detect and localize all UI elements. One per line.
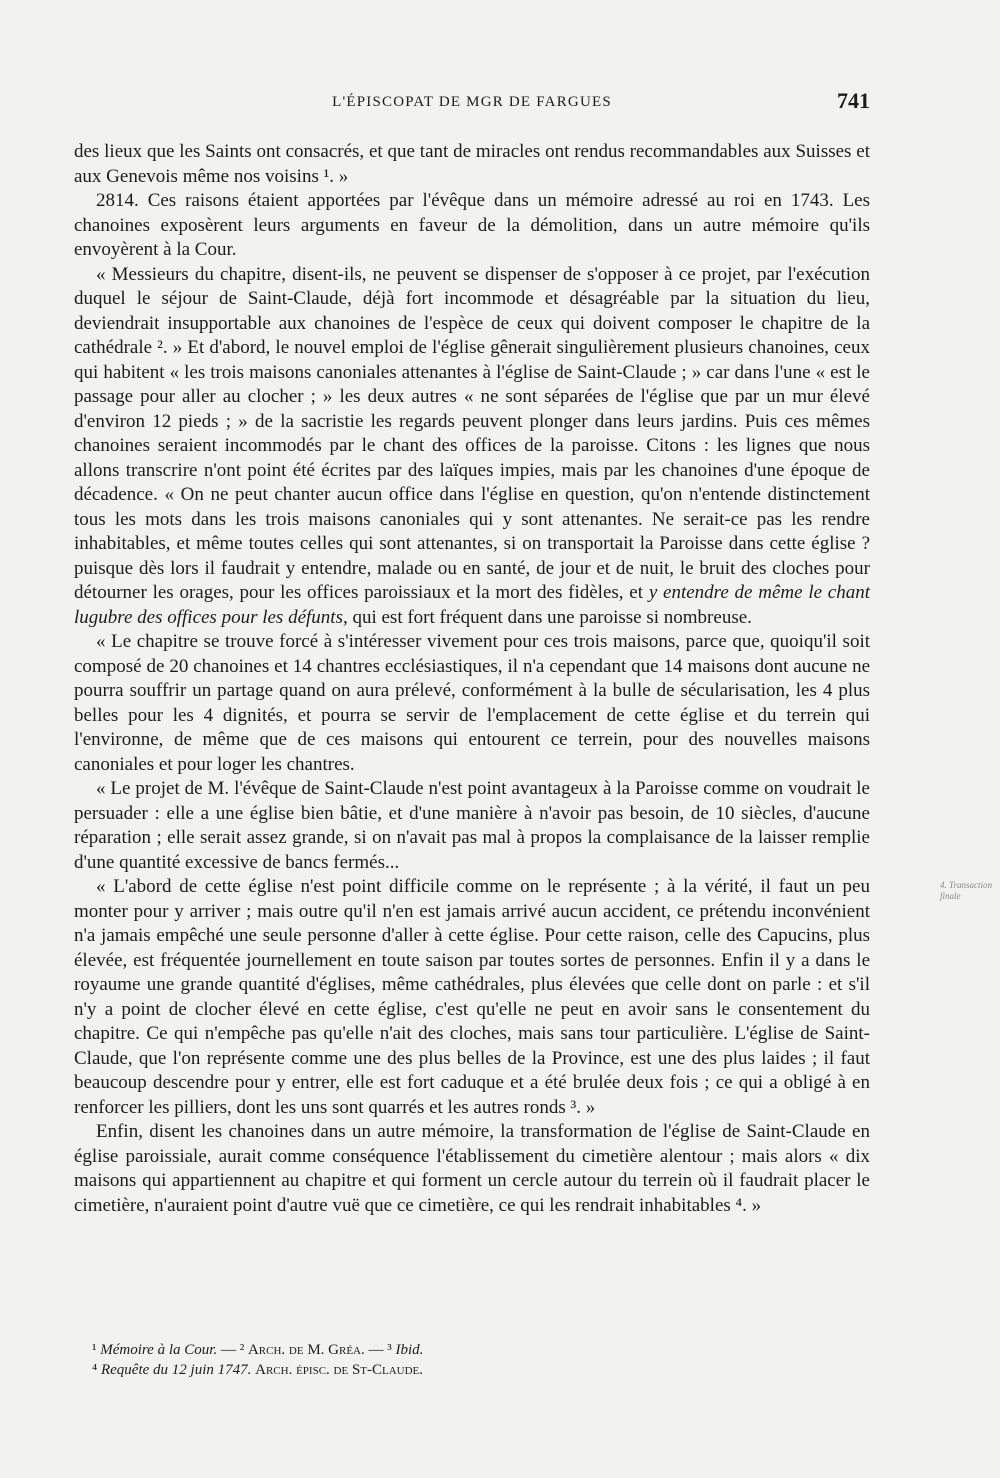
margin-note: 4. Transaction finale bbox=[940, 880, 993, 901]
main-text bbox=[74, 140, 870, 1218]
paragraph-text-end: qui est fort fréquent dans une paroisse si nombreuse. bbox=[347, 606, 752, 628]
footnote-marker: ² bbox=[239, 1342, 245, 1358]
footnote-title: Mémoire à la Cour. bbox=[100, 1342, 218, 1358]
page-header bbox=[74, 88, 870, 118]
footnote-marker: ³ bbox=[387, 1342, 392, 1358]
footnote-marker: ¹ bbox=[92, 1342, 97, 1358]
footnote-ibid: Ibid. bbox=[395, 1342, 424, 1358]
footnote-marker: ⁴ bbox=[92, 1362, 98, 1378]
footnote-source: Arch. de M. Gréa. bbox=[247, 1342, 365, 1358]
footnotes bbox=[92, 1340, 872, 1380]
footnote-separator: — bbox=[364, 1342, 388, 1358]
running-title: L'ÉPISCOPAT DE MGR DE FARGUES bbox=[332, 94, 612, 110]
italic-quote: y entendre de même le chant lugubre des offices pour les défunts, bbox=[74, 582, 871, 628]
paragraph-2814: 2814. Ces raisons étaient apportées par l'évêque dans un mémoire adressé au roi en 1743. Les chanoines exposèrent leurs arguments en faveur de la démolition, dans un autre mémoire qu'ils envoyèrent à la Cour. bbox=[74, 190, 870, 260]
footnote-line-1 bbox=[92, 1340, 872, 1360]
page-number: 741 bbox=[837, 88, 870, 113]
paragraph-text: « Messieurs du chapitre, disent-ils, ne peuvent se dispenser de s'opposer à ce projet, par l'exécution duquel le séjour de Saint-Claude, déjà fort incommode et désagréable par la situation du lieu, deviendrait insupportable aux chanoines de l'espèce de ceux qui doivent composer le chapitre de la cathédrale ². » Et d'abord, le nouvel emploi de l'église gênerait singulièrement plusieurs chanoines, ceux qui habitent « les trois maisons canoniales attenantes à l'église de Saint-Claude ; » car dans l'une « est le passage pour aller au clocher ; » les deux autres « ne sont séparées de l'église que par un mur élevé d'environ 12 pieds ; » de la sacristie les regards peuvent plonger dans leurs jardins. Puis ces mêmes chanoines seraient incommodés par le chant des offices de la paroisse. Citons : les lignes que nous allons transcrire n'ont point été écrites par des laïques impies, mais par les chanoines d'une époque de décadence. « On ne peut chanter aucun office dans l'église en question, qu'on n'entende distinctement tous les mots dans les trois maisons canoniales qui y sont attenantes. Ne serait-ce pas les rendre inhabitables, et même toutes celles qui sont attenantes, si on transportait la Paroisse dans cette église ? puisque dès lors il faudrait y entendre, malade ou en santé, de jour et de nuit, le bruit des cloches pour détourner les orages, pour les offices paroissiaux et la mort des fidèles, et bbox=[74, 263, 870, 603]
paragraph-three-houses: « Le chapitre se trouve forcé à s'intéresser vivement pour ces trois maisons, parce que, quoiqu'il soit composé de 20 chanoines et 14 chantres ecclésiastiques, il n'a cependant que 14 maisons dont aucune ne pourra souffrir un partage quand on aura prélevé, conformément à la bulle de sécularisation, les 4 plus belles pour les 4 dignités, et pourra se servir de l'emplacement de cette église et du terrein qui l'environne, de même que de ces maisons qui entourent ce terrein, pour des nouvelles maisons canoniales et pour loger les chantres. bbox=[74, 631, 870, 775]
footnote-source: Arch. épisc. de St-Claude. bbox=[255, 1362, 424, 1378]
paragraph-continuation: des lieux que les Saints ont consacrés, et que tant de miracles ont rendus recommandables aux Suisses et aux Genevois même nos voisins ¹. » bbox=[74, 141, 870, 187]
footnote-line-2 bbox=[92, 1360, 872, 1380]
paragraph-church-access: « L'abord de cette église n'est point difficile comme on le représente ; à la vérité, il faut un peu monter pour y arriver ; mais outre qu'il n'en est jamais arrivé aucun accident, ce prétendu inconvénient n'a jamais empêché une seule personne d'aller à cette église. Pour cette raison, celle des Capucins, plus élevée, est fréquentée journellement en toute saison par toutes sortes de personnes. Enfin il y a dans le royaume une grande quantité d'églises, même cathédrales, plus élevées que celle dont on parle : et s'il n'y a point de clocher élevé en cette église, c'est qu'elle ne peut en avoir sans le consentement du chapitre. Ce qui n'empêche pas qu'elle n'ait des cloches, mais sans tour particulière. L'église de Saint-Claude, que l'on représente comme une des plus belles de la Province, est une des plus laides ; il faut beaucoup descendre pour y entrer, elle est fort caduque et a été brulée deux fois ; ce qui a obligé à en renforcer les pilliers, dont les uns sont quarrés et les autres ronds ³. » bbox=[74, 876, 870, 1118]
footnote-separator: — bbox=[217, 1342, 240, 1358]
footnote-title: Requête du 12 juin 1747. bbox=[100, 1362, 252, 1378]
paragraph-cemetery: Enfin, disent les chanoines dans un autre mémoire, la transformation de l'église de Saint-Claude en église paroissiale, aurait comme conséquence l'établissement du cimetière alentour ; mais alors « dix maisons qui appartiennent au chapitre et qui forment un cercle autour du terrein où il faudrait placer le cimetière, n'auraient point d'autre vuë que ce cimetière, ce qui les rendrait inhabitables ⁴. » bbox=[74, 1121, 870, 1216]
paragraph-chapter-objections bbox=[74, 263, 870, 631]
paragraph-bishop-project: « Le projet de M. l'évêque de Saint-Claude n'est point avantageux à la Paroisse comme on voudrait le persuader : elle a une église bien bâtie, et d'une manière à n'avoir pas besoin, de 10 siècles, d'aucune réparation ; elle serait assez grande, si on n'avait pas mal à propos la complaisance de la laisser remplie d'une quantité excessive de bancs fermés... bbox=[74, 778, 870, 873]
